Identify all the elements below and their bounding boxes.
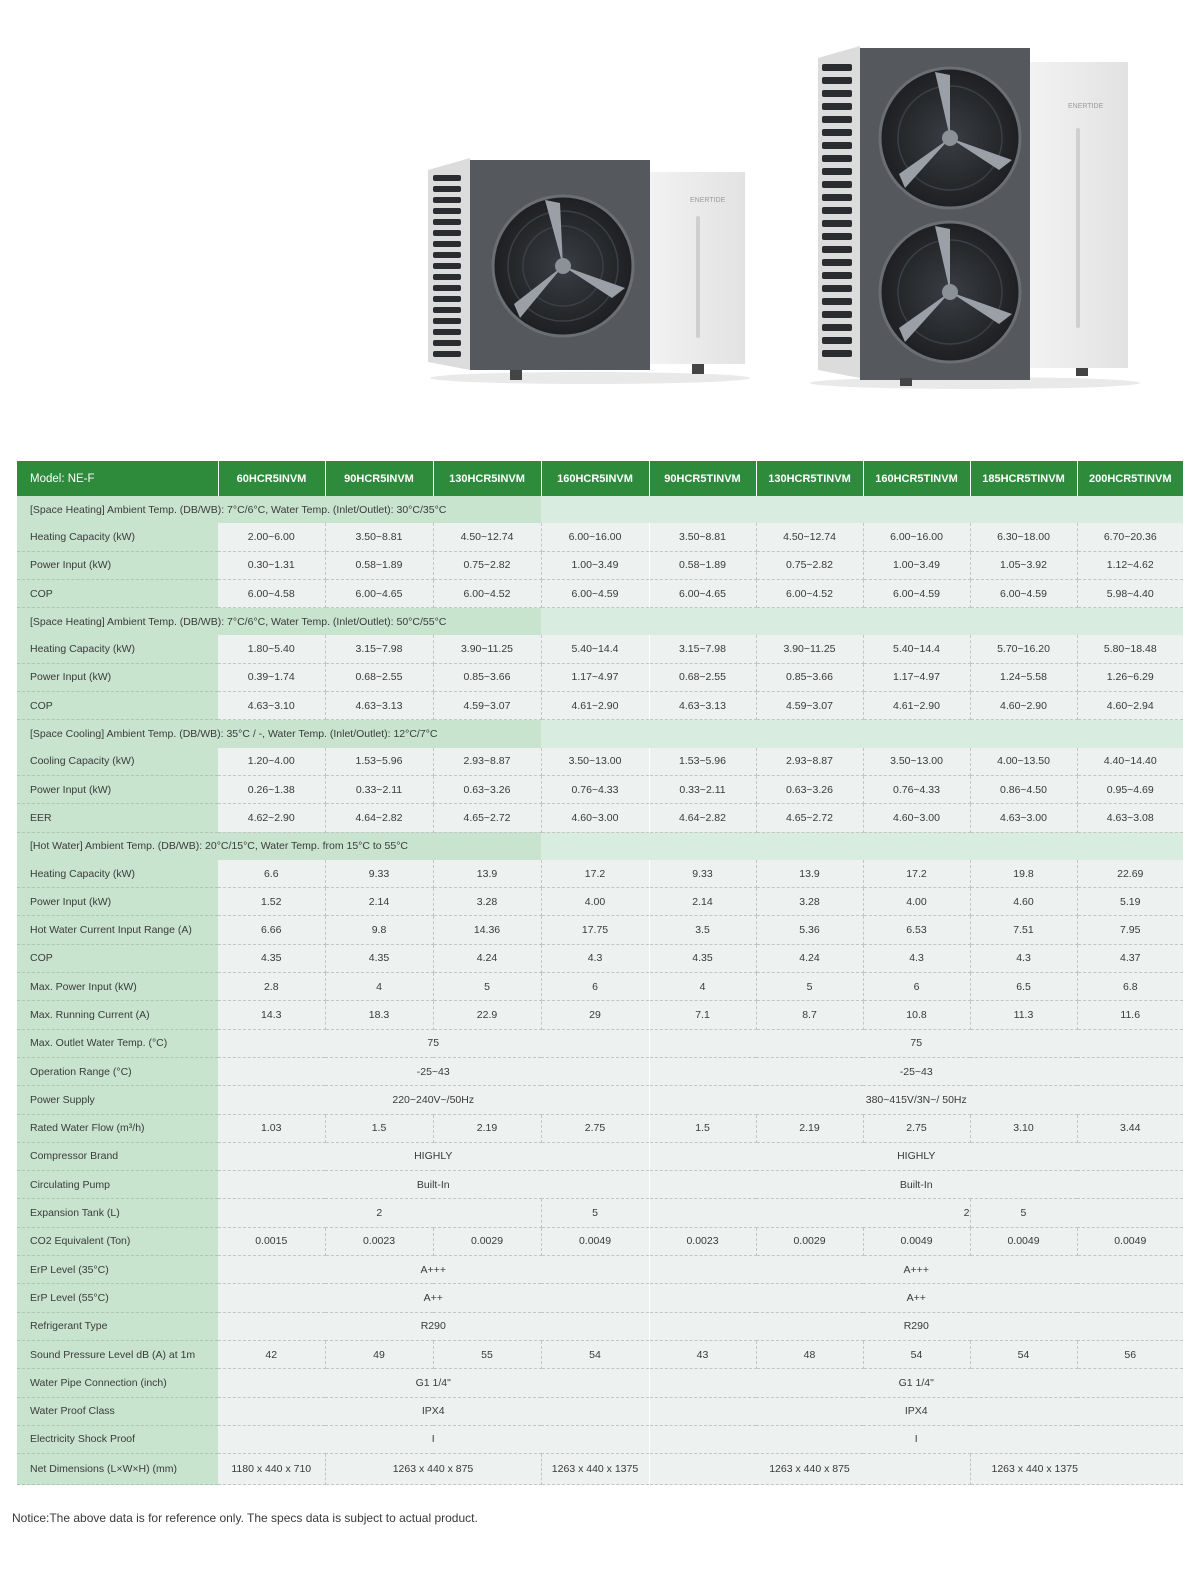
table-row bbox=[17, 1256, 1183, 1284]
cell: 17.2 bbox=[541, 860, 649, 888]
cell: 0.63~3.26 bbox=[433, 775, 541, 803]
cell: 11.3 bbox=[970, 1001, 1077, 1029]
row-label: Rated Water Flow (m³/h) bbox=[17, 1114, 218, 1142]
table-row bbox=[17, 692, 1183, 720]
cell: 4.63~3.00 bbox=[970, 804, 1077, 832]
table-row bbox=[17, 1029, 1183, 1057]
cell: 1.12~4.62 bbox=[1077, 551, 1183, 579]
row-label: COP bbox=[17, 579, 218, 607]
cell: IPX4 bbox=[218, 1397, 649, 1425]
cell: 4.3 bbox=[863, 944, 970, 972]
cell: 0.0049 bbox=[970, 1227, 1077, 1255]
cell: 0.76~4.33 bbox=[863, 775, 970, 803]
cell: 0.68~2.55 bbox=[649, 663, 756, 691]
row-label: Water Pipe Connection (inch) bbox=[17, 1369, 218, 1397]
table-row bbox=[17, 916, 1183, 944]
cell: 6.00~4.59 bbox=[541, 579, 649, 607]
cell: 13.9 bbox=[756, 860, 863, 888]
cell: 7.95 bbox=[1077, 916, 1183, 944]
cell: 1.80~5.40 bbox=[218, 635, 325, 663]
cell: 0.58~1.89 bbox=[649, 551, 756, 579]
cell: 0.0049 bbox=[863, 1227, 970, 1255]
cell: 1.20~4.00 bbox=[218, 748, 325, 776]
cell: 0.0029 bbox=[756, 1227, 863, 1255]
cell: 14.3 bbox=[218, 1001, 325, 1029]
cell: 3.15~7.98 bbox=[325, 635, 433, 663]
cell: 4.63~3.13 bbox=[649, 692, 756, 720]
row-label: Power Input (kW) bbox=[17, 551, 218, 579]
row-label: ErP Level (35°C) bbox=[17, 1256, 218, 1284]
cell: 3.15~7.98 bbox=[649, 635, 756, 663]
cell: 5.98~4.40 bbox=[1077, 579, 1183, 607]
header-col-1: 60HCR5INVM bbox=[218, 461, 325, 496]
group-heading: [Space Heating] Ambient Temp. (DB/WB): 7°C/6°C, Water Temp. (Inlet/Outlet): 50°C/55°C bbox=[17, 608, 541, 636]
table-row bbox=[17, 663, 1183, 691]
cell: 3.50~8.81 bbox=[325, 523, 433, 551]
table-row bbox=[17, 748, 1183, 776]
cell: 4.00~13.50 bbox=[970, 748, 1077, 776]
cell: 3.90~11.25 bbox=[433, 635, 541, 663]
header-col-7: 160HCR5TINVM bbox=[863, 461, 970, 496]
table-row bbox=[17, 1199, 1183, 1227]
cell: 5.70~16.20 bbox=[970, 635, 1077, 663]
cell: 2.14 bbox=[325, 888, 433, 916]
cell: 54 bbox=[970, 1340, 1077, 1368]
cell: 5 bbox=[541, 1199, 649, 1227]
table-row bbox=[17, 804, 1183, 832]
row-label: CO2 Equivalent (Ton) bbox=[17, 1227, 218, 1255]
cell: 1263 x 440 x 875 bbox=[325, 1454, 541, 1485]
row-label: Heating Capacity (kW) bbox=[17, 860, 218, 888]
row-label: Compressor Brand bbox=[17, 1142, 218, 1170]
cell: 1.03 bbox=[218, 1114, 325, 1142]
cell: 4.65~2.72 bbox=[433, 804, 541, 832]
cell: 5 bbox=[970, 1199, 1183, 1227]
table-row bbox=[17, 1057, 1183, 1085]
row-label: Power Input (kW) bbox=[17, 663, 218, 691]
cell: 4.61~2.90 bbox=[541, 692, 649, 720]
cell: 4.35 bbox=[649, 944, 756, 972]
cell: 9.33 bbox=[325, 860, 433, 888]
cell: 0.68~2.55 bbox=[325, 663, 433, 691]
cell: 0.58~1.89 bbox=[325, 551, 433, 579]
cell: 4.63~3.10 bbox=[218, 692, 325, 720]
cell: 3.44 bbox=[1077, 1114, 1183, 1142]
group-filler bbox=[541, 720, 1183, 748]
row-label: Power Supply bbox=[17, 1086, 218, 1114]
cell: 4.60~2.90 bbox=[970, 692, 1077, 720]
cell: 1.53~5.96 bbox=[649, 748, 756, 776]
cell: 4.60~2.94 bbox=[1077, 692, 1183, 720]
small-unit-logo: ENERTIDE bbox=[690, 197, 726, 204]
row-label: Sound Pressure Level dB (A) at 1m bbox=[17, 1340, 218, 1368]
cell: 4.64~2.82 bbox=[649, 804, 756, 832]
cell: 5.36 bbox=[756, 916, 863, 944]
cell: 2.75 bbox=[863, 1114, 970, 1142]
row-label: Heating Capacity (kW) bbox=[17, 523, 218, 551]
cell: 2.00~6.00 bbox=[218, 523, 325, 551]
cell: 0.0029 bbox=[433, 1227, 541, 1255]
cell: 6.00~4.52 bbox=[433, 579, 541, 607]
cell: 4.00 bbox=[863, 888, 970, 916]
cell: 54 bbox=[863, 1340, 970, 1368]
cell: 0.63~3.26 bbox=[756, 775, 863, 803]
cell: 29 bbox=[541, 1001, 649, 1029]
cell: 0.33~2.11 bbox=[649, 775, 756, 803]
cell: 4.00 bbox=[541, 888, 649, 916]
row-label: COP bbox=[17, 692, 218, 720]
cell: 6 bbox=[541, 973, 649, 1001]
cell: 0.33~2.11 bbox=[325, 775, 433, 803]
header-col-5: 90HCR5TINVM bbox=[649, 461, 756, 496]
cell: 5 bbox=[433, 973, 541, 1001]
cell: 1.17~4.97 bbox=[863, 663, 970, 691]
row-label: Max. Power Input (kW) bbox=[17, 973, 218, 1001]
cell: -25~43 bbox=[649, 1057, 1183, 1085]
cell: A+++ bbox=[218, 1256, 649, 1284]
cell: 17.2 bbox=[863, 860, 970, 888]
cell: 1.5 bbox=[649, 1114, 756, 1142]
cell: 4.59~3.07 bbox=[433, 692, 541, 720]
group-row bbox=[17, 608, 1183, 636]
row-label: Circulating Pump bbox=[17, 1171, 218, 1199]
cell: 0.85~3.66 bbox=[756, 663, 863, 691]
cell: 2.8 bbox=[218, 973, 325, 1001]
table-row bbox=[17, 551, 1183, 579]
table-row bbox=[17, 1369, 1183, 1397]
table-row bbox=[17, 1312, 1183, 1340]
cell: 4.60 bbox=[970, 888, 1077, 916]
cell: 3.5 bbox=[649, 916, 756, 944]
cell: 6.00~16.00 bbox=[541, 523, 649, 551]
cell: 6.70~20.36 bbox=[1077, 523, 1183, 551]
row-label: Cooling Capacity (kW) bbox=[17, 748, 218, 776]
cell: 0.26~1.38 bbox=[218, 775, 325, 803]
row-label: Refrigerant Type bbox=[17, 1312, 218, 1340]
cell: 9.33 bbox=[649, 860, 756, 888]
row-label: Operation Range (°C) bbox=[17, 1057, 218, 1085]
row-label: Water Proof Class bbox=[17, 1397, 218, 1425]
cell: 0.0049 bbox=[1077, 1227, 1183, 1255]
cell: 0.95~4.69 bbox=[1077, 775, 1183, 803]
cell: 4 bbox=[649, 973, 756, 1001]
cell: 5.40~14.4 bbox=[541, 635, 649, 663]
row-label: Expansion Tank (L) bbox=[17, 1199, 218, 1227]
table-row bbox=[17, 1340, 1183, 1368]
cell: 4 bbox=[325, 973, 433, 1001]
cell: 1.00~3.49 bbox=[863, 551, 970, 579]
cell: 2.14 bbox=[649, 888, 756, 916]
cell: 4.62~2.90 bbox=[218, 804, 325, 832]
cell: 0.39~1.74 bbox=[218, 663, 325, 691]
cell: 42 bbox=[218, 1340, 325, 1368]
cell: 1.24~5.58 bbox=[970, 663, 1077, 691]
cell: 5.19 bbox=[1077, 888, 1183, 916]
cell: 1.53~5.96 bbox=[325, 748, 433, 776]
group-filler bbox=[541, 832, 1183, 860]
table-row bbox=[17, 1227, 1183, 1255]
cell: 3.50~13.00 bbox=[863, 748, 970, 776]
cell: 5.40~14.4 bbox=[863, 635, 970, 663]
cell: 49 bbox=[325, 1340, 433, 1368]
cell: 1.17~4.97 bbox=[541, 663, 649, 691]
row-label: Power Input (kW) bbox=[17, 775, 218, 803]
cell: 0.75~2.82 bbox=[756, 551, 863, 579]
group-row bbox=[17, 832, 1183, 860]
cell: 4.65~2.72 bbox=[756, 804, 863, 832]
cell: 0.86~4.50 bbox=[970, 775, 1077, 803]
table-row bbox=[17, 1454, 1183, 1485]
row-label: Net Dimensions (L×W×H) (mm) bbox=[17, 1454, 218, 1485]
cell: 55 bbox=[433, 1340, 541, 1368]
cell: 4.3 bbox=[541, 944, 649, 972]
cell: 6.00~4.52 bbox=[756, 579, 863, 607]
cell: 11.6 bbox=[1077, 1001, 1183, 1029]
table-row bbox=[17, 973, 1183, 1001]
cell: 0.30~1.31 bbox=[218, 551, 325, 579]
group-heading: [Hot Water] Ambient Temp. (DB/WB): 20°C/15°C, Water Temp. from 15°C to 55°C bbox=[17, 832, 541, 860]
cell: 8.7 bbox=[756, 1001, 863, 1029]
cell: 6 bbox=[863, 973, 970, 1001]
cell: 2.93~8.87 bbox=[756, 748, 863, 776]
cell: 4.60~3.00 bbox=[863, 804, 970, 832]
cell: 2 bbox=[649, 1199, 970, 1227]
product-images bbox=[0, 0, 1200, 440]
cell: 4.24 bbox=[433, 944, 541, 972]
cell: 380~415V/3N~/ 50Hz bbox=[649, 1086, 1183, 1114]
table-header-row bbox=[17, 461, 1183, 496]
cell: A++ bbox=[649, 1284, 1183, 1312]
cell: 4.64~2.82 bbox=[325, 804, 433, 832]
table-row bbox=[17, 944, 1183, 972]
cell: HIGHLY bbox=[218, 1142, 649, 1170]
cell: 10.8 bbox=[863, 1001, 970, 1029]
cell: 0.75~2.82 bbox=[433, 551, 541, 579]
cell: 6.30~18.00 bbox=[970, 523, 1077, 551]
cell: 6.53 bbox=[863, 916, 970, 944]
cell: 6.00~4.58 bbox=[218, 579, 325, 607]
row-label: ErP Level (55°C) bbox=[17, 1284, 218, 1312]
table-row bbox=[17, 1284, 1183, 1312]
cell: 2.93~8.87 bbox=[433, 748, 541, 776]
cell: 2.19 bbox=[433, 1114, 541, 1142]
cell: 5 bbox=[756, 973, 863, 1001]
table-row bbox=[17, 888, 1183, 916]
cell: 0.0049 bbox=[541, 1227, 649, 1255]
row-label: Power Input (kW) bbox=[17, 888, 218, 916]
cell: 75 bbox=[218, 1029, 649, 1057]
cell: 19.8 bbox=[970, 860, 1077, 888]
row-label: Hot Water Current Input Range (A) bbox=[17, 916, 218, 944]
cell: 6.00~4.59 bbox=[970, 579, 1077, 607]
cell: 17.75 bbox=[541, 916, 649, 944]
group-row bbox=[17, 720, 1183, 748]
cell: 1180 x 440 x 710 bbox=[218, 1454, 325, 1485]
cell: 1.5 bbox=[325, 1114, 433, 1142]
cell: 0.0015 bbox=[218, 1227, 325, 1255]
cell: 3.28 bbox=[433, 888, 541, 916]
cell: G1 1/4" bbox=[218, 1369, 649, 1397]
cell: 1263 x 440 x 875 bbox=[649, 1454, 970, 1485]
table-row bbox=[17, 1001, 1183, 1029]
cell: 3.50~8.81 bbox=[649, 523, 756, 551]
cell: 5.80~18.48 bbox=[1077, 635, 1183, 663]
cell: 4.40~14.40 bbox=[1077, 748, 1183, 776]
group-filler bbox=[541, 608, 1183, 636]
cell: 2.19 bbox=[756, 1114, 863, 1142]
cell: 7.51 bbox=[970, 916, 1077, 944]
header-col-4: 160HCR5INVM bbox=[541, 461, 649, 496]
cell: 3.10 bbox=[970, 1114, 1077, 1142]
spec-table bbox=[17, 461, 1183, 1485]
cell: 1.05~3.92 bbox=[970, 551, 1077, 579]
table-row bbox=[17, 1425, 1183, 1453]
cell: 4.50~12.74 bbox=[756, 523, 863, 551]
header-col-8: 185HCR5TINVM bbox=[970, 461, 1077, 496]
cell: HIGHLY bbox=[649, 1142, 1183, 1170]
cell: 2.75 bbox=[541, 1114, 649, 1142]
cell: A+++ bbox=[649, 1256, 1183, 1284]
cell: 1.52 bbox=[218, 888, 325, 916]
cell: A++ bbox=[218, 1284, 649, 1312]
table-row bbox=[17, 1086, 1183, 1114]
cell: 43 bbox=[649, 1340, 756, 1368]
row-label: Max. Running Current (A) bbox=[17, 1001, 218, 1029]
cell: 22.69 bbox=[1077, 860, 1183, 888]
cell: 2 bbox=[218, 1199, 541, 1227]
header-col-6: 130HCR5TINVM bbox=[756, 461, 863, 496]
cell: 6.5 bbox=[970, 973, 1077, 1001]
cell: 4.50~12.74 bbox=[433, 523, 541, 551]
cell: 75 bbox=[649, 1029, 1183, 1057]
large-unit-logo: ENERTIDE bbox=[1068, 103, 1104, 110]
table-row bbox=[17, 775, 1183, 803]
header-col-9: 200HCR5TINVM bbox=[1077, 461, 1183, 496]
cell: 18.3 bbox=[325, 1001, 433, 1029]
cell: 54 bbox=[541, 1340, 649, 1368]
cell: 6.6 bbox=[218, 860, 325, 888]
cell: 14.36 bbox=[433, 916, 541, 944]
table-row bbox=[17, 1397, 1183, 1425]
cell: 22.9 bbox=[433, 1001, 541, 1029]
cell: 48 bbox=[756, 1340, 863, 1368]
cell: -25~43 bbox=[218, 1057, 649, 1085]
cell: 4.59~3.07 bbox=[756, 692, 863, 720]
row-label: Electricity Shock Proof bbox=[17, 1425, 218, 1453]
group-heading: [Space Cooling] Ambient Temp. (DB/WB): 35°C / -, Water Temp. (Inlet/Outlet): 12°C/7°C bbox=[17, 720, 541, 748]
cell: 4.3 bbox=[970, 944, 1077, 972]
cell: 0.76~4.33 bbox=[541, 775, 649, 803]
group-heading: [Space Heating] Ambient Temp. (DB/WB): 7°C/6°C, Water Temp. (Inlet/Outlet): 30°C/35°C bbox=[17, 496, 541, 523]
cell: 0.0023 bbox=[649, 1227, 756, 1255]
table-row bbox=[17, 860, 1183, 888]
cell: Built-In bbox=[649, 1171, 1183, 1199]
cell: 3.50~13.00 bbox=[541, 748, 649, 776]
header-col-3: 130HCR5INVM bbox=[433, 461, 541, 496]
cell: 6.00~4.65 bbox=[325, 579, 433, 607]
large-heat-pump-unit bbox=[810, 46, 1140, 389]
cell: 220~240V~/50Hz bbox=[218, 1086, 649, 1114]
cell: 3.28 bbox=[756, 888, 863, 916]
cell: Built-In bbox=[218, 1171, 649, 1199]
table-row bbox=[17, 1171, 1183, 1199]
cell: 3.90~11.25 bbox=[756, 635, 863, 663]
cell: 6.66 bbox=[218, 916, 325, 944]
header-col-2: 90HCR5INVM bbox=[325, 461, 433, 496]
cell: 1.26~6.29 bbox=[1077, 663, 1183, 691]
cell: 4.35 bbox=[325, 944, 433, 972]
group-row bbox=[17, 496, 1183, 523]
cell: I bbox=[649, 1425, 1183, 1453]
cell: 4.63~3.08 bbox=[1077, 804, 1183, 832]
small-heat-pump-unit bbox=[428, 158, 750, 384]
cell: 4.61~2.90 bbox=[863, 692, 970, 720]
cell: 1263 x 440 x 1375 bbox=[970, 1454, 1183, 1485]
row-label: Heating Capacity (kW) bbox=[17, 635, 218, 663]
cell: I bbox=[218, 1425, 649, 1453]
cell: 1.00~3.49 bbox=[541, 551, 649, 579]
cell: 56 bbox=[1077, 1340, 1183, 1368]
cell: R290 bbox=[218, 1312, 649, 1340]
cell: 4.63~3.13 bbox=[325, 692, 433, 720]
cell: 1263 x 440 x 1375 bbox=[541, 1454, 649, 1485]
cell: 0.0023 bbox=[325, 1227, 433, 1255]
cell: 6.8 bbox=[1077, 973, 1183, 1001]
table-row bbox=[17, 579, 1183, 607]
table-row bbox=[17, 1142, 1183, 1170]
cell: 4.37 bbox=[1077, 944, 1183, 972]
cell: 6.00~16.00 bbox=[863, 523, 970, 551]
cell: 9.8 bbox=[325, 916, 433, 944]
cell: 4.60~3.00 bbox=[541, 804, 649, 832]
cell: 0.85~3.66 bbox=[433, 663, 541, 691]
group-filler bbox=[541, 496, 1183, 523]
cell: 4.24 bbox=[756, 944, 863, 972]
table-row bbox=[17, 1114, 1183, 1142]
table-row bbox=[17, 523, 1183, 551]
header-model: Model: NE-F bbox=[17, 461, 218, 496]
cell: 6.00~4.65 bbox=[649, 579, 756, 607]
cell: 13.9 bbox=[433, 860, 541, 888]
cell: 6.00~4.59 bbox=[863, 579, 970, 607]
table-row bbox=[17, 635, 1183, 663]
row-label: COP bbox=[17, 944, 218, 972]
cell: R290 bbox=[649, 1312, 1183, 1340]
notice-text: Notice:The above data is for reference only. The specs data is subject to actual product. bbox=[12, 1511, 478, 1525]
cell: IPX4 bbox=[649, 1397, 1183, 1425]
row-label: Max. Outlet Water Temp. (°C) bbox=[17, 1029, 218, 1057]
cell: G1 1/4" bbox=[649, 1369, 1183, 1397]
cell: 4.35 bbox=[218, 944, 325, 972]
cell: 7.1 bbox=[649, 1001, 756, 1029]
row-label: EER bbox=[17, 804, 218, 832]
